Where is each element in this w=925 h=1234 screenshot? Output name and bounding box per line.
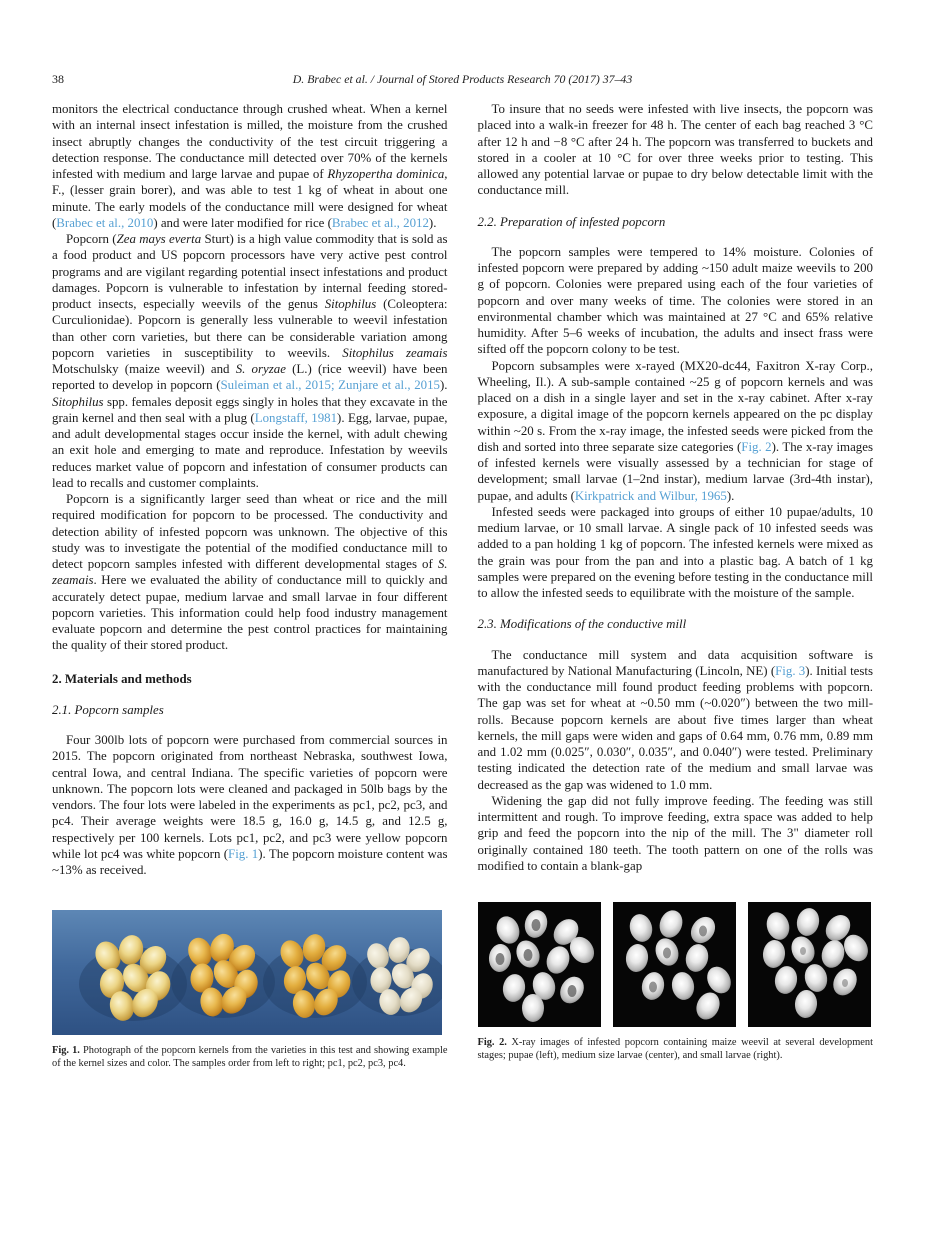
paragraph: Popcorn is a significantly larger seed than wheat or rice and the mill required modification for popcorn to be processed. The conductivity and detection ability of infested popcorn was unknown. The objective of this study was to investigate the potential of the modified conductance mill to detect popcorn samples infested with different developmental stages of S. zeamais. Here we evaluated the ability of conductance mill to quickly and accurately detect pupae, medium larvae and small larvae in four different popcorn varieties. This information could help food industry management evaluate popcorn and determine the pest control practices for maintaining the quality of their stored product. <box>52 492 448 653</box>
fig2-panels <box>478 902 874 1027</box>
paragraph: Widening the gap did not fully improve feeding. The feeding was still intermittent and rough. To improve feeding, extra space was added to help grip and feed the popcorn into the nip of the mill. The 3" diameter roll originally contained 180 teeth. The tooth pattern on one of the rolls was modified to contain a blank-gap <box>477 793 873 873</box>
paragraph: Infested seeds were packaged into groups of either 10 pupae/adults, 10 medium larvae, or 10 small larvae. A single pack of 10 infested seeds was added to a pan holding 1 kg of popcorn. The infested kernels were mixed as the grain was pour from the pan and into a plastic bag. A batch of 1 kg samples were prepared on the evening before testing in the conductance mill to allow the infested seeds to equilibrate with the moisture of the sample. <box>477 504 873 600</box>
citation-link[interactable]: Brabec et al., 2012 <box>331 215 429 230</box>
fig1-caption: Fig. 1. Photograph of the popcorn kernels from the varieties in this test and showing example of the kernel sizes and color. The samples order from left to right; pc1, pc2, pc3, pc4. <box>52 1045 448 1070</box>
paragraph: The popcorn samples were tempered to 14% moisture. Colonies of infested popcorn were prepared by adding ~150 adult maize weevils to 200 g of popcorn. Colonies were prepared using each of the four varieties of popcorn and over many weeks of time. The colonies were stored in an environmental chamber which was maintained at 27 °C and 65% relative humidity. After 5–6 weeks of incubation, the adults and insect frass were sifted off the popcorn colony to be test. <box>477 244 873 357</box>
subsection-heading-modifications: 2.3. Modifications of the conductive mill <box>477 617 687 632</box>
subsection-heading-preparation: 2.2. Preparation of infested popcorn <box>477 214 666 229</box>
fig1-popcorn-photo <box>52 910 442 1035</box>
subsection-heading-popcorn-samples: 2.1. Popcorn samples <box>52 702 164 717</box>
two-column-body <box>52 101 873 1070</box>
right-column <box>478 101 874 1070</box>
page-number: 38 <box>52 72 64 86</box>
fig2-caption: Fig. 2. X-ray images of infested popcorn containing maize weevil at several development stages; pupae (left), medium size larvae (center), and small larvae (right). <box>477 1037 873 1062</box>
paragraph: The conductance mill system and data acquisition software is manufactured by National Manufacturing (Lincoln, NE) (Fig. 3). Initial tests with the conductance mill found product feeding problems with popcorn. The gap was set for wheat at ~0.50 mm (~0.020″) between the two mill-rolls. Because popcorn kernels are about five times larger than wheat kernels, the mill gaps were widen and gaps of 0.64 mm, 0.76 mm, 0.89 mm and 1.02 mm (0.025″, 0.030″, 0.035″, and 0.040″) were tested. Preliminary testing indicated the detection rate of the medium and small larvae was decreased as the gap was widened to 1.0 mm. <box>477 647 873 792</box>
citation-link[interactable]: Fig. 1 <box>228 846 259 861</box>
citation-link[interactable]: Kirkpatrick and Wilbur, 1965 <box>574 488 727 503</box>
fig2-xray-panel-medium-larvae <box>613 902 736 1027</box>
citation-link[interactable]: Brabec et al., 2010 <box>56 215 154 230</box>
fig2-xray-panel-small-larvae <box>748 902 871 1027</box>
figure-2 <box>478 902 874 1062</box>
citation-link[interactable]: Fig. 2 <box>741 439 772 454</box>
paragraph: To insure that no seeds were infested with live insects, the popcorn was placed into a walk-in freezer for 48 h. The center of each bag reached 3 °C after 12 h and −8 °C after 24 h. The popcorn was transferred to buckets and stored in a cooler at 10 °C for over three weeks prior to testing. This allowed any potential larvae or pupae to dry below detectable limit with the conductance mill. <box>477 102 873 198</box>
citation-link[interactable]: Suleiman et al., 2015; Zunjare et al., 2015 <box>220 378 440 393</box>
section-heading-materials-methods: 2. Materials and methods <box>52 671 192 686</box>
fig2-xray-panel-pupae <box>478 902 601 1027</box>
left-column <box>52 101 448 1070</box>
citation-link[interactable]: Longstaff, 1981 <box>254 410 338 425</box>
citation-link[interactable]: Fig. 3 <box>775 663 806 678</box>
paragraph: Popcorn (Zea mays everta Sturt) is a high value commodity that is sold as a food product and US popcorn processors have very active pest control programs and are vigilant regarding potential insect infestations and product damages. Popcorn is vulnerable to infestation by internal feeding stored-product insects, especially weevils of the genus Sitophilus (Coleoptera: Curculionidae). Popcorn is generally less vulnerable to weevil infestation than other corn varieties, but there can be considerable variation among popcorn varieties in susceptibility to weevils. Sitophilus zeamais Motschulsky (maize weevil) and S. oryzae (L.) (rice weevil) have been reported to develop in popcorn (Suleiman et al., 2015; Zunjare et al., 2015). Sitophilus spp. females deposit eggs singly in holes that they excavate in the grain kernel and then seal with a plug (Longstaff, 1981). Egg, larvae, pupae, and adult developmental stages occur inside the kernel, with adult chewing an exit hole and emerging to mate and reproduce. Infestation by weevils reduces market value of popcorn and infestation of consumer products can lead to recalls and customer complaints. <box>52 232 448 490</box>
running-head: D. Brabec et al. / Journal of Stored Products Research 70 (2017) 37–43 <box>292 72 633 86</box>
figure-1 <box>52 910 448 1070</box>
page-header <box>52 72 873 88</box>
paragraph: monitors the electrical conductance through crushed wheat. When a kernel with an internal insect infestation is milled, the moisture from the crushed insect abruptly changes the conductivity of the test circuit triggering a detection response. The conductance mill detected over 70% of the kernels infested with medium and large larvae and pupae of Rhyzopertha dominica, F., (lesser grain borer), and was able to test 1 kg of wheat in about one minute. The early models of the conductance mill were designed for wheat (Brabec et al., 2010) and were later modified for rice (Brabec et al., 2012). <box>52 102 448 230</box>
paragraph: Popcorn subsamples were x-rayed (MX20-dc44, Faxitron X-ray Corp., Wheeling, Il.). A sub-sample contained ~25 g of popcorn kernels and was placed on a dish in a single layer and set in the x-ray cabinet. After x-ray exposure, a digital image of the popcorn kernels appeared on the pc display within ~20 s. From the x-ray image, the infested seeds were picked from the dish and sorted into three separate size categories (Fig. 2). The x-ray images of infested kernels were visually assessed by a technician for stage of development; small larvae (1–2nd instar), medium larvae (3rd-4th instar), pupae, and adults (Kirkpatrick and Wilbur, 1965). <box>477 358 873 503</box>
paragraph: Four 300lb lots of popcorn were purchased from commercial sources in 2015. The popcorn originated from northeast Nebraska, southwest Iowa, central Iowa, and central Indiana. The specific varieties of popcorn were unknown. The popcorn lots were cleaned and packaged in 50lb bags by the vendors. The four lots were labeled in the experiments as pc1, pc2, pc3, and pc4. Their average weights were 18.5 g, 16.0 g, 14.5 g, and 12.5 g, respectively per 100 kernels. Lots pc1, pc2, and pc3 were yellow popcorn while lot pc4 was white popcorn (Fig. 1). The popcorn moisture content was ~13% as received. <box>52 733 448 877</box>
